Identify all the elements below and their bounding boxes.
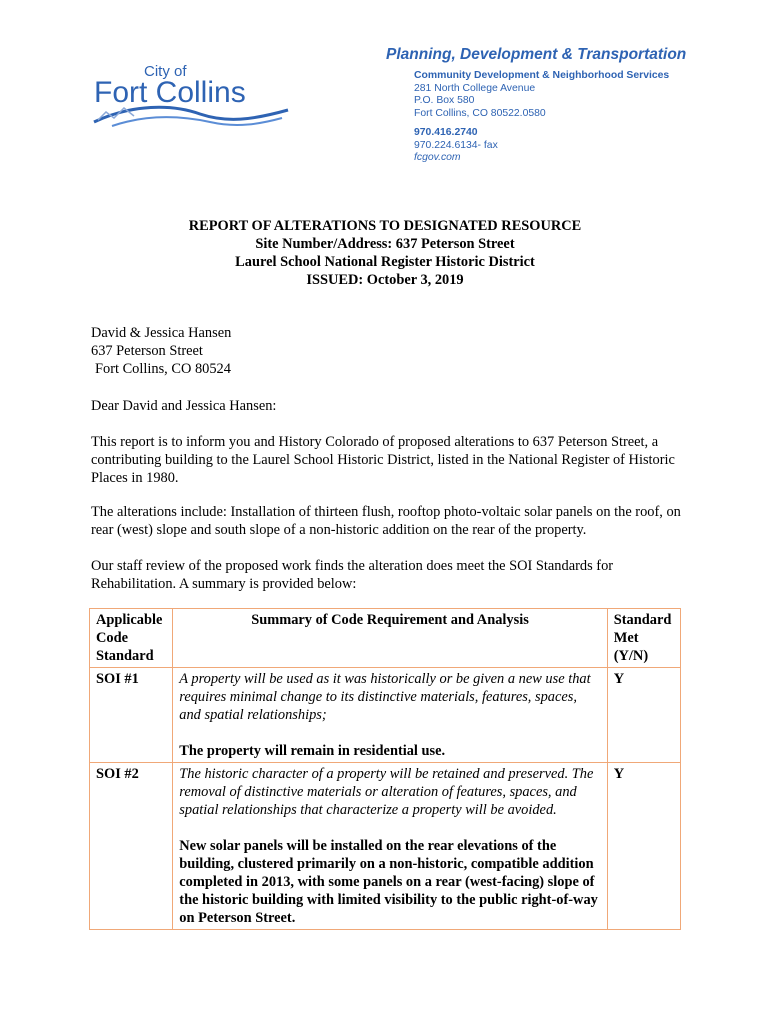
report-site: Site Number/Address: 637 Peterson Street (255, 236, 515, 252)
report-heading (0, 217, 770, 289)
row-analysis: New solar panels will be installed on the rear elevations of the building, clustered primarily on a non-historic, compatible addition completed in 2013, with some panels on a rear (west-facing) slope of the historic building with limited visibility to the public right-of-way on Peterson Street. (179, 838, 598, 926)
table-header-row (90, 609, 681, 668)
row-standard: SOI #2 (90, 763, 173, 930)
row-requirement: A property will be used as it was historically or be given a new use that requires minimal change to its distinctive materials, features, spaces, and spatial relationships; (179, 671, 591, 723)
logo-city-of: City of (144, 63, 187, 80)
report-issued: ISSUED: October 3, 2019 (306, 272, 464, 288)
row-standard: SOI #1 (90, 668, 173, 763)
fax: 970.224.6134- fax (414, 139, 498, 151)
po-box: P.O. Box 580 (414, 95, 475, 106)
recipient-city: Fort Collins, CO 80524 (95, 361, 231, 377)
paragraph-intro: This report is to inform you and History Colorado of proposed alterations to 637 Peterson Street, a contributing building to the Laurel School Historic District, listed in the National Register of Historic Places in 1980. (91, 434, 675, 486)
logo-fort-collins: Fort Collins (94, 76, 246, 109)
report-district: Laurel School National Register Historic District (235, 254, 535, 270)
soi-standards-table (89, 608, 681, 930)
row-met: Y (607, 763, 680, 930)
street-address: 281 North College Avenue (414, 82, 536, 94)
recipient-street: 637 Peterson Street (91, 343, 203, 359)
city-logo (92, 60, 292, 130)
header-code-standard: Applicable Code Standard (90, 609, 173, 668)
table-row (90, 668, 681, 763)
report-title: REPORT OF ALTERATIONS TO DESIGNATED RESOURCE (188, 218, 582, 234)
header-summary: Summary of Code Requirement and Analysis (173, 609, 607, 668)
city-line: Fort Collins, CO 80522.0580 (414, 107, 546, 119)
department-name: Planning, Development & Transportation (386, 46, 687, 63)
header-standard-met: Standard Met (Y/N) (607, 609, 680, 668)
website-link[interactable]: fcgov.com (414, 152, 461, 163)
paragraph-review: Our staff review of the proposed work finds the alteration does meet the SOI Standards for Rehabilitation. A summary is provided below: (91, 558, 614, 592)
table-row (90, 763, 681, 930)
division-name: Community Development & Neighborhood Services (414, 70, 670, 81)
recipient-name: David & Jessica Hansen (91, 325, 232, 341)
recipient-address (91, 324, 691, 378)
phone: 970.416.2740 (414, 127, 478, 138)
row-requirement: The historic character of a property will be retained and preserved. The removal of distinctive materials or alteration of features, spaces, and spatial relationships that characterize a property will be avoided. (179, 766, 594, 818)
row-met: Y (607, 668, 680, 763)
salutation: Dear David and Jessica Hansen: (91, 398, 277, 414)
paragraph-alterations: The alterations include: Installation of thirteen flush, rooftop photo-voltaic solar panels on the roof, on rear (west) slope and south slope of a non-historic addition on the rear of the property. (91, 504, 681, 538)
letterhead-contact (386, 46, 716, 165)
row-analysis: The property will remain in residential use. (179, 743, 446, 759)
